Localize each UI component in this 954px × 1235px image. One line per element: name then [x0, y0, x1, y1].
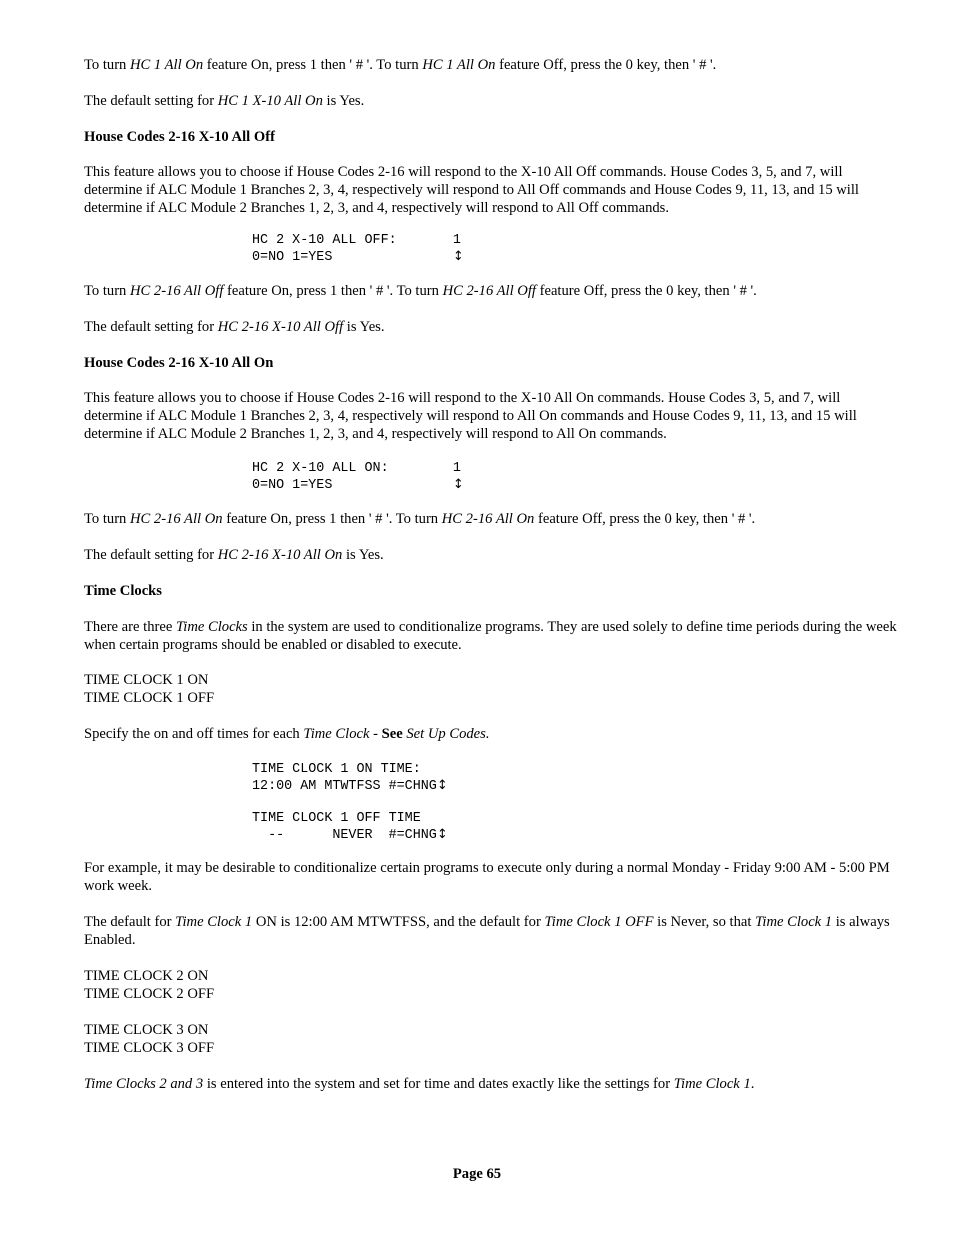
paragraph-hc1-default: The default setting for HC 1 X-10 All On is Yes.	[84, 93, 365, 109]
paragraph-all-off-default: The default setting for HC 2-16 X-10 All Off is Yes.	[84, 319, 385, 335]
lcd-display-time-clock-on: TIME CLOCK 1 ON TIME: 12:00 AM MTWTFSS #=CHNG↕	[252, 762, 448, 794]
time-clock-2-list	[84, 967, 900, 1003]
lcd-display-all-on: HC 2 X-10 ALL ON: 1 0=NO 1=YES ↕	[252, 461, 464, 493]
paragraph-time-clocks-2-3: Time Clocks 2 and 3 is entered into the system and set for time and dates exactly like the settings for Time Clock 1.	[84, 1076, 755, 1092]
time-clock-3-off-label: TIME CLOCK 3 OFF	[84, 1040, 215, 1056]
paragraph-hc1-turn: To turn HC 1 All On feature On, press 1 then ' # '. To turn HC 1 All On feature Off, press the 0 key, then ' # '.	[84, 57, 717, 73]
time-clock-1-on-label: TIME CLOCK 1 ON	[84, 672, 209, 688]
paragraph-all-on-default: The default setting for HC 2-16 X-10 All On is Yes.	[84, 547, 384, 563]
paragraph-time-clocks-intro: There are three Time Clocks in the system are used to conditionalize programs. They are used solely to define time periods during the week when certain programs should be enabled or disabled to execute.	[84, 619, 897, 653]
time-clock-2-on-label: TIME CLOCK 2 ON	[84, 968, 209, 984]
paragraph-all-on-turn: To turn HC 2-16 All On feature On, press 1 then ' # '. To turn HC 2-16 All On feature Off, press the 0 key, then ' # '.	[84, 511, 756, 527]
lcd-display-all-off: HC 2 X-10 ALL OFF: 1 0=NO 1=YES ↕	[252, 233, 464, 265]
paragraph-all-off-description: This feature allows you to choose if House Codes 2-16 will respond to the X-10 All Off commands. House Codes 3, 5, and 7, will determine if ALC Module 1 Branches 2, 3, 4, respectively will respond to All Off commands and House Codes 9, 11, 13, and 15 will determine if ALC Module 2 Branches 1, 2, 3, and 4, respectively will respond to All Off commands.	[84, 164, 859, 216]
paragraph-all-on-description: This feature allows you to choose if House Codes 2-16 will respond to the X-10 All On commands. House Codes 3, 5, and 7, will determine if ALC Module 1 Branches 2, 3, 4, respectively will respond to All On commands and House Codes 9, 11, 13, and 15 will determine if ALC Module 2 Branches 1, 2, 3, and 4, respectively will respond to All On commands.	[84, 390, 857, 442]
up-down-arrow-icon: ↕	[452, 476, 464, 492]
paragraph-time-clock-specify: Specify the on and off times for each Time Clock - See Set Up Codes.	[84, 726, 490, 742]
heading-time-clocks: Time Clocks	[84, 583, 162, 599]
lcd-display-time-clock-off: TIME CLOCK 1 OFF TIME -- NEVER #=CHNG↕	[252, 811, 448, 843]
up-down-arrow-icon: ↕	[436, 826, 448, 842]
time-clock-2-off-label: TIME CLOCK 2 OFF	[84, 986, 215, 1002]
page-number: Page 65	[452, 1166, 502, 1182]
time-clock-3-on-label: TIME CLOCK 3 ON	[84, 1022, 209, 1038]
time-clock-1-off-label: TIME CLOCK 1 OFF	[84, 690, 215, 706]
up-down-arrow-icon: ↕	[436, 777, 448, 793]
time-clock-1-list	[84, 671, 900, 707]
heading-all-off: House Codes 2-16 X-10 All Off	[84, 129, 275, 145]
heading-all-on: House Codes 2-16 X-10 All On	[84, 355, 274, 371]
paragraph-all-off-turn: To turn HC 2-16 All Off feature On, press 1 then ' # '. To turn HC 2-16 All Off feature Off, press the 0 key, then ' # '.	[84, 283, 757, 299]
time-clock-3-list	[84, 1021, 900, 1057]
paragraph-time-clock-example: For example, it may be desirable to conditionalize certain programs to execute only during a normal Monday - Friday 9:00 AM - 5:00 PM work week.	[84, 860, 890, 894]
up-down-arrow-icon: ↕	[452, 248, 464, 264]
paragraph-time-clock-default: The default for Time Clock 1 ON is 12:00 AM MTWTFSS, and the default for Time Clock 1 OFF is Never, so that Time Clock 1 is always Enabled.	[84, 914, 890, 948]
